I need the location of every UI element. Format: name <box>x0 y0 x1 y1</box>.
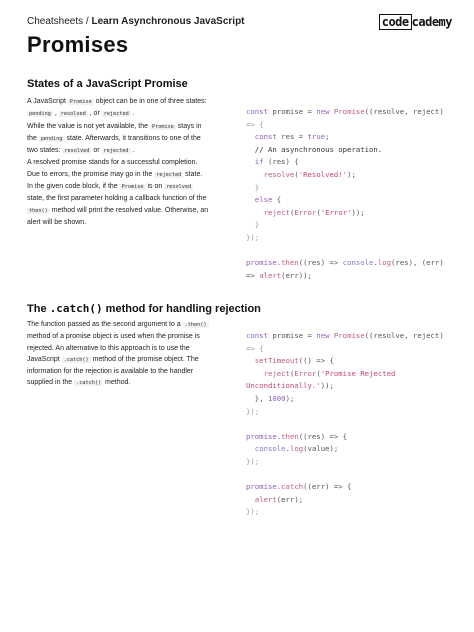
logo-code-part: code <box>379 14 412 30</box>
logo-cademy-part: cademy <box>411 15 452 29</box>
prose-text: method of the promise object. The information for the rejection is available to the handler supplied in the <box>27 355 199 387</box>
header <box>27 16 454 27</box>
prose-text: The function passed as the second argument to a <box>27 321 183 328</box>
inline-code: .then() <box>184 322 207 328</box>
inline-code: rejected <box>103 111 129 118</box>
prose-text: , or <box>87 110 102 118</box>
prose-text: In the given code block, if the <box>27 183 120 191</box>
prose-text: state, the first parameter holding a callback function of the <box>27 195 207 203</box>
section-title-promise-states: States of a JavaScript Promise <box>27 78 188 90</box>
breadcrumb-root-link[interactable]: Cheatsheets <box>27 16 84 27</box>
inline-code: pending <box>29 111 51 118</box>
prose-text: is on <box>145 183 165 191</box>
section-title-catch-method <box>27 302 261 315</box>
prose-text: state. Afterwards, it transitions to one of the two states: <box>27 134 201 155</box>
inline-code: resolved <box>64 148 90 155</box>
breadcrumb-current[interactable]: Learn Asynchronous JavaScript <box>91 16 245 27</box>
prose-text: object can be in one of three states: <box>93 98 207 105</box>
title-text: method for handling rejection <box>102 303 261 315</box>
prose-text: While the value is not yet available, the <box>27 122 150 130</box>
inline-code: Promise <box>151 123 174 130</box>
page-title: Promises <box>27 32 129 57</box>
section-prose-promise-states <box>27 96 212 228</box>
code-block-catch-method[interactable]: const promise = new Promise((resolve, reject) => { setTimeout(() => { reject(Error('Promise Rejected Unconditionally.')); }, 1000); }); promise.then((res) => { console.log(value); }); promise.catch((err) => { alert(err); }); <box>246 331 444 517</box>
inline-code: Promise <box>69 99 92 105</box>
prose-text: state. <box>183 170 203 178</box>
inline-code: Promise <box>121 184 144 191</box>
prose-text: . <box>130 147 135 155</box>
prose-text: A JavaScript <box>27 98 68 105</box>
inline-code: pending <box>40 135 63 142</box>
prose-text: method. <box>103 379 131 387</box>
code-block-promise-states[interactable]: const promise = new Promise((resolve, reject) => { const res = true; // An asynchronous operation. if (res) { resolve('Resolved!'); } else { reject(Error('Error')); } }); promise.then((res) => console.log(res), (err) => alert(err)); <box>246 107 444 280</box>
inline-code: rejected <box>156 171 182 178</box>
inline-code: .catch() <box>76 380 102 387</box>
title-text: The <box>27 303 50 315</box>
title-inline-code: .catch() <box>49 302 103 315</box>
prose-text: method of a promise object is used when the promise is rejected. An alternative to this approach is to use the JavaScript <box>27 333 200 363</box>
prose-text: method will print the resolved value. Otherwise, an alert will be shown. <box>27 206 209 226</box>
inline-code: rejected <box>103 148 129 155</box>
prose-text: . <box>130 110 135 118</box>
section-prose-catch-method <box>27 319 212 390</box>
inline-code: resolved <box>166 184 192 191</box>
breadcrumb-separator: / <box>83 16 92 27</box>
inline-code: then() <box>29 207 48 214</box>
prose-text: , <box>52 110 59 118</box>
codecademy-logo[interactable] <box>379 15 452 29</box>
prose-text: A resolved promise stands for a successful completion. Due to errors, the promise may go in the <box>27 159 198 178</box>
inline-code: .catch() <box>63 356 89 363</box>
prose-text: stays in the <box>27 122 202 142</box>
prose-text: or <box>91 147 102 155</box>
inline-code: resolved <box>60 111 86 118</box>
